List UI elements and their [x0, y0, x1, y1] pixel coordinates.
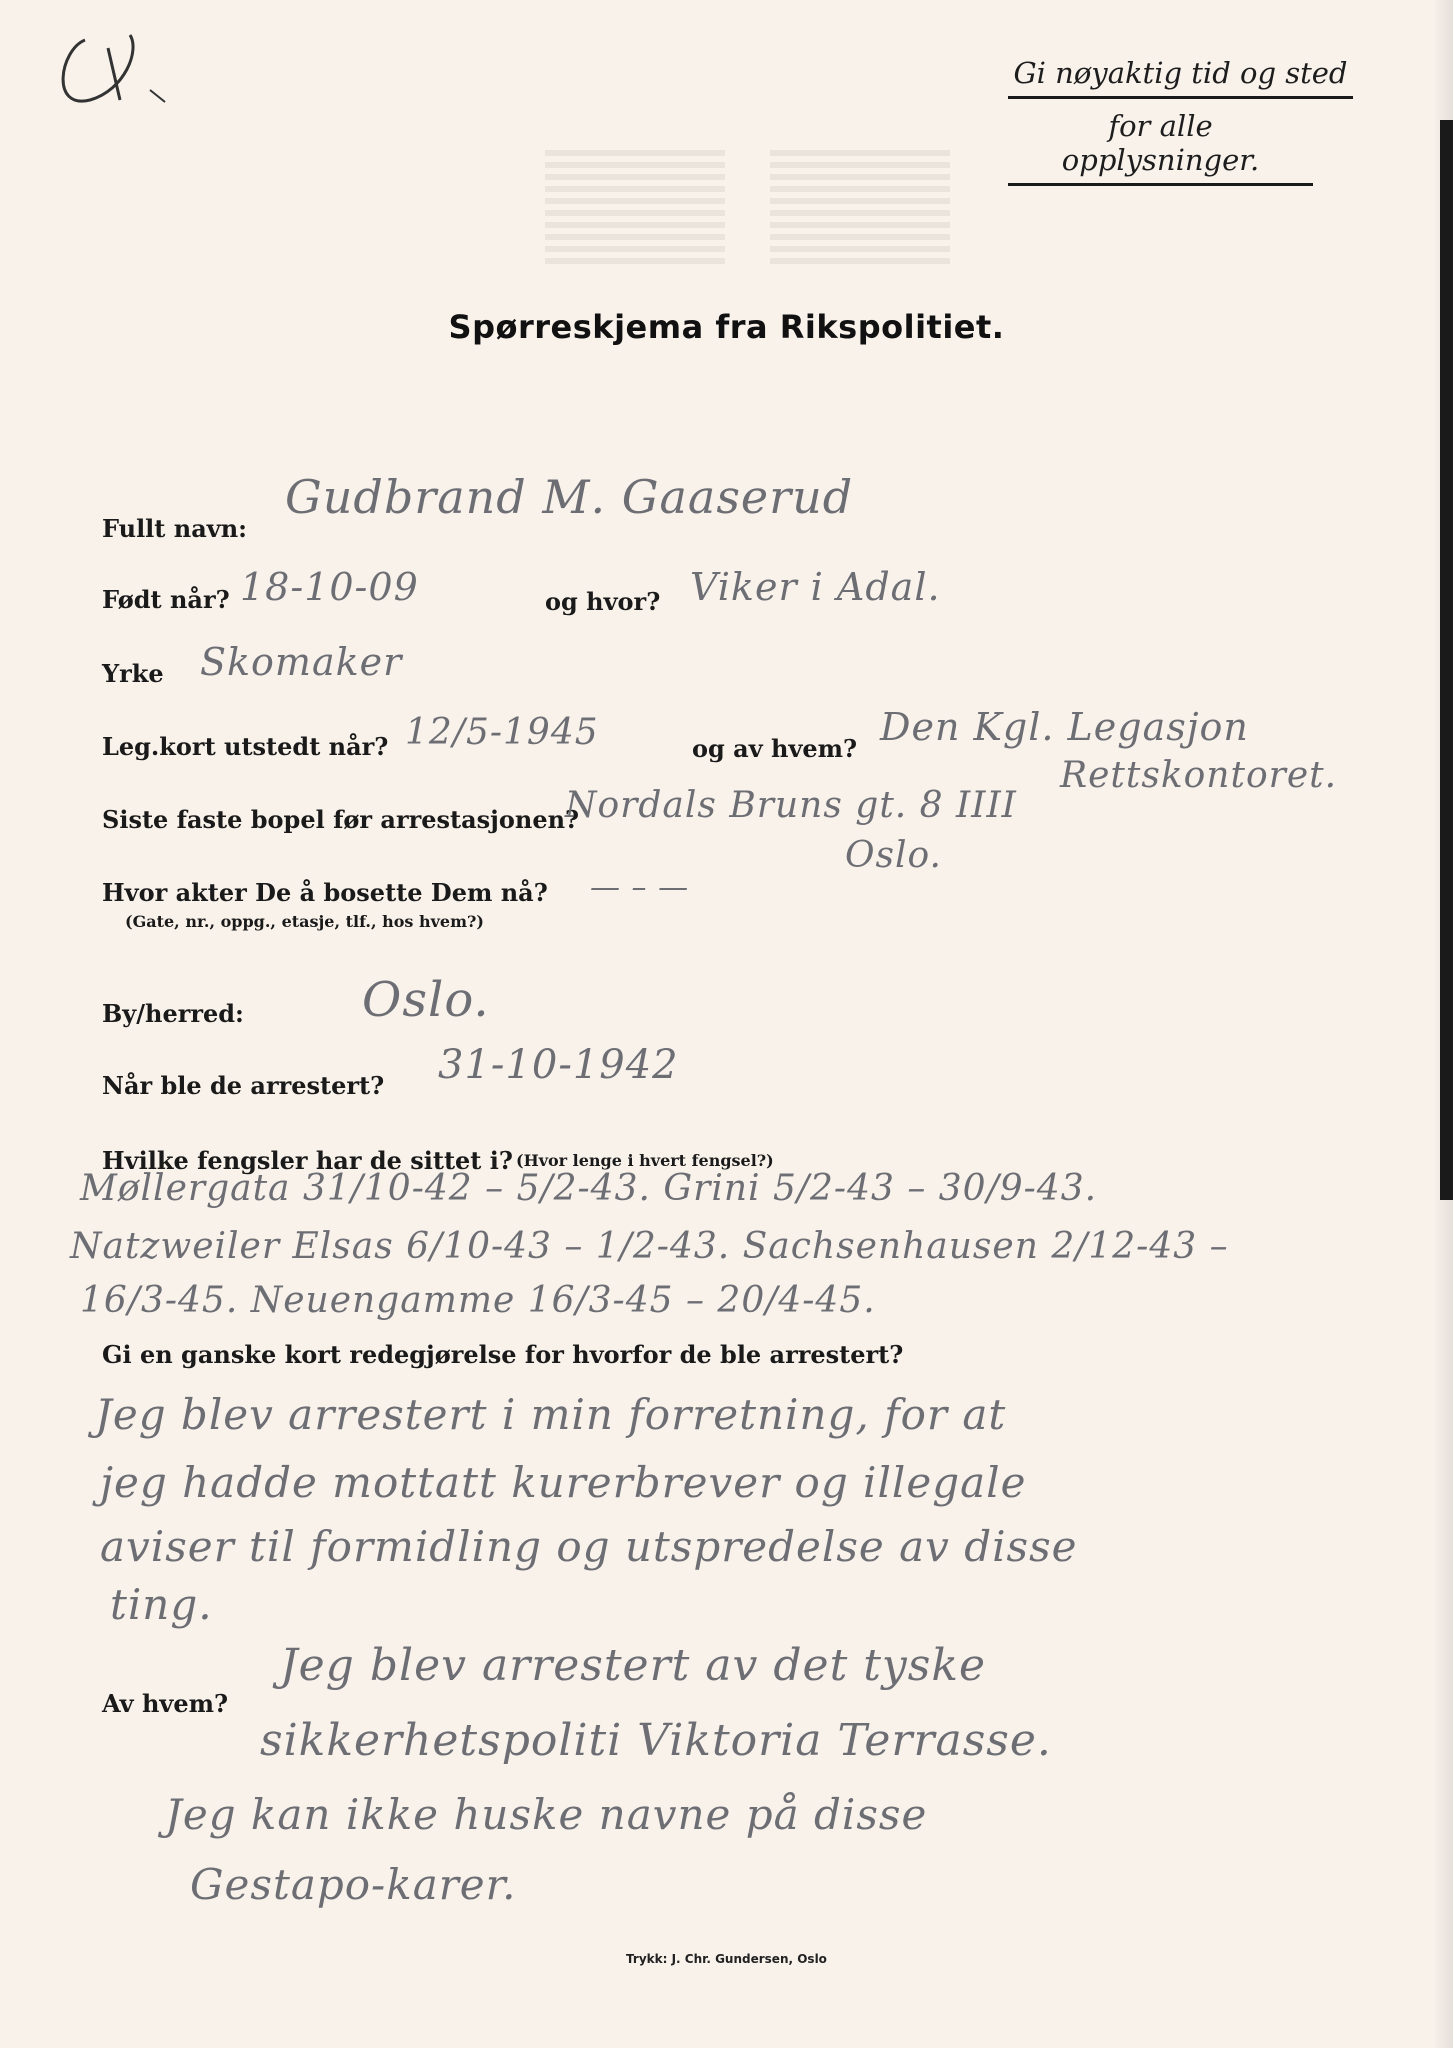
- label-full-name: Fullt navn:: [102, 514, 247, 543]
- instruction-box: [1008, 52, 1353, 186]
- label-occupation: Yrke: [102, 659, 164, 688]
- value-last-residence-2: Oslo.: [845, 835, 942, 876]
- value-prisons-line-2: Natzweiler Elsas 6/10-43 – 1/2-43. Sachsenhausen 2/12-43 –: [70, 1226, 1229, 1267]
- value-id-issued-when: 12/5-1945: [405, 712, 599, 753]
- value-last-residence-1: Nordals Bruns gt. 8 IIII: [565, 785, 1017, 826]
- value-full-name: Gudbrand M. Gaaserud: [285, 470, 854, 524]
- value-intended-residence: — – —: [590, 870, 690, 905]
- value-prisons-line-1: Møllergata 31/10-42 – 5/2-43. Grini 5/2-43 – 30/9-43.: [80, 1168, 1098, 1209]
- printer-imprint: Trykk: J. Chr. Gundersen, Oslo: [626, 1952, 827, 1966]
- instruction-line-1: Gi nøyaktig tid og sted: [1008, 52, 1353, 99]
- value-reason-line-4: ting.: [110, 1580, 213, 1629]
- value-arrested-by-line-3: Jeg kan ikke huske navne på disse: [165, 1790, 928, 1839]
- label-id-issued-when: Leg.kort utstedt når?: [102, 732, 389, 761]
- bleed-through: [545, 150, 725, 270]
- label-intended-residence: Hvor akter De å bosette Dem nå?: [102, 878, 548, 907]
- form-title: Spørreskjema fra Rikspolitiet.: [448, 308, 1005, 346]
- label-prisons: Hvilke fengsler har de sittet i?: [102, 1146, 513, 1175]
- value-arrest-date: 31-10-1942: [438, 1042, 679, 1088]
- label-arrested-by: Av hvem?: [102, 1689, 229, 1718]
- value-id-issued-by-2: Rettskontoret.: [1060, 755, 1338, 796]
- label-born-when: Født når?: [102, 585, 230, 614]
- label-reason: Gi en ganske kort redegjørelse for hvorfor de ble arrestert?: [102, 1340, 904, 1369]
- value-arrested-by-line-4: Gestapo-karer.: [190, 1860, 517, 1909]
- label-town: By/herred:: [102, 999, 244, 1028]
- label-born-where: og hvor?: [545, 587, 661, 616]
- value-town: Oslo.: [362, 972, 490, 1028]
- label-arrest-date: Når ble de arrestert?: [102, 1071, 385, 1100]
- page-edge-dark: [1440, 120, 1453, 1200]
- value-arrested-by-line-1: Jeg blev arrestert av det tyske: [280, 1640, 987, 1691]
- value-prisons-line-3: 16/3-45. Neuengamme 16/3-45 – 20/4-45.: [80, 1280, 876, 1321]
- label-last-residence: Siste faste bopel før arrestasjonen?: [102, 805, 580, 834]
- value-born-when: 18-10-09: [240, 565, 419, 609]
- value-arrested-by-line-2: sikkerhetspoliti Viktoria Terrasse.: [260, 1715, 1052, 1766]
- sublabel-intended-residence: (Gate, nr., oppg., etasje, tlf., hos hvem?): [125, 912, 484, 931]
- value-occupation: Skomaker: [200, 640, 403, 684]
- value-id-issued-by-1: Den Kgl. Legasjon: [880, 705, 1249, 749]
- value-born-where: Viker i Adal.: [690, 565, 941, 609]
- bleed-through: [770, 150, 950, 270]
- value-reason-line-2: jeg hadde mottatt kurerbrever og illegale: [100, 1458, 1027, 1507]
- value-reason-line-3: aviser til formidling og utspredelse av disse: [100, 1522, 1078, 1571]
- instruction-line-2: for alle opplysninger.: [1008, 105, 1313, 186]
- value-reason-line-1: Jeg blev arrestert i min forretning, for at: [95, 1390, 1007, 1439]
- sublabel-prisons: (Hvor lenge i hvert fengsel?): [516, 1151, 774, 1170]
- handwritten-mark: [30, 20, 170, 120]
- label-id-issued-by: og av hvem?: [692, 734, 858, 763]
